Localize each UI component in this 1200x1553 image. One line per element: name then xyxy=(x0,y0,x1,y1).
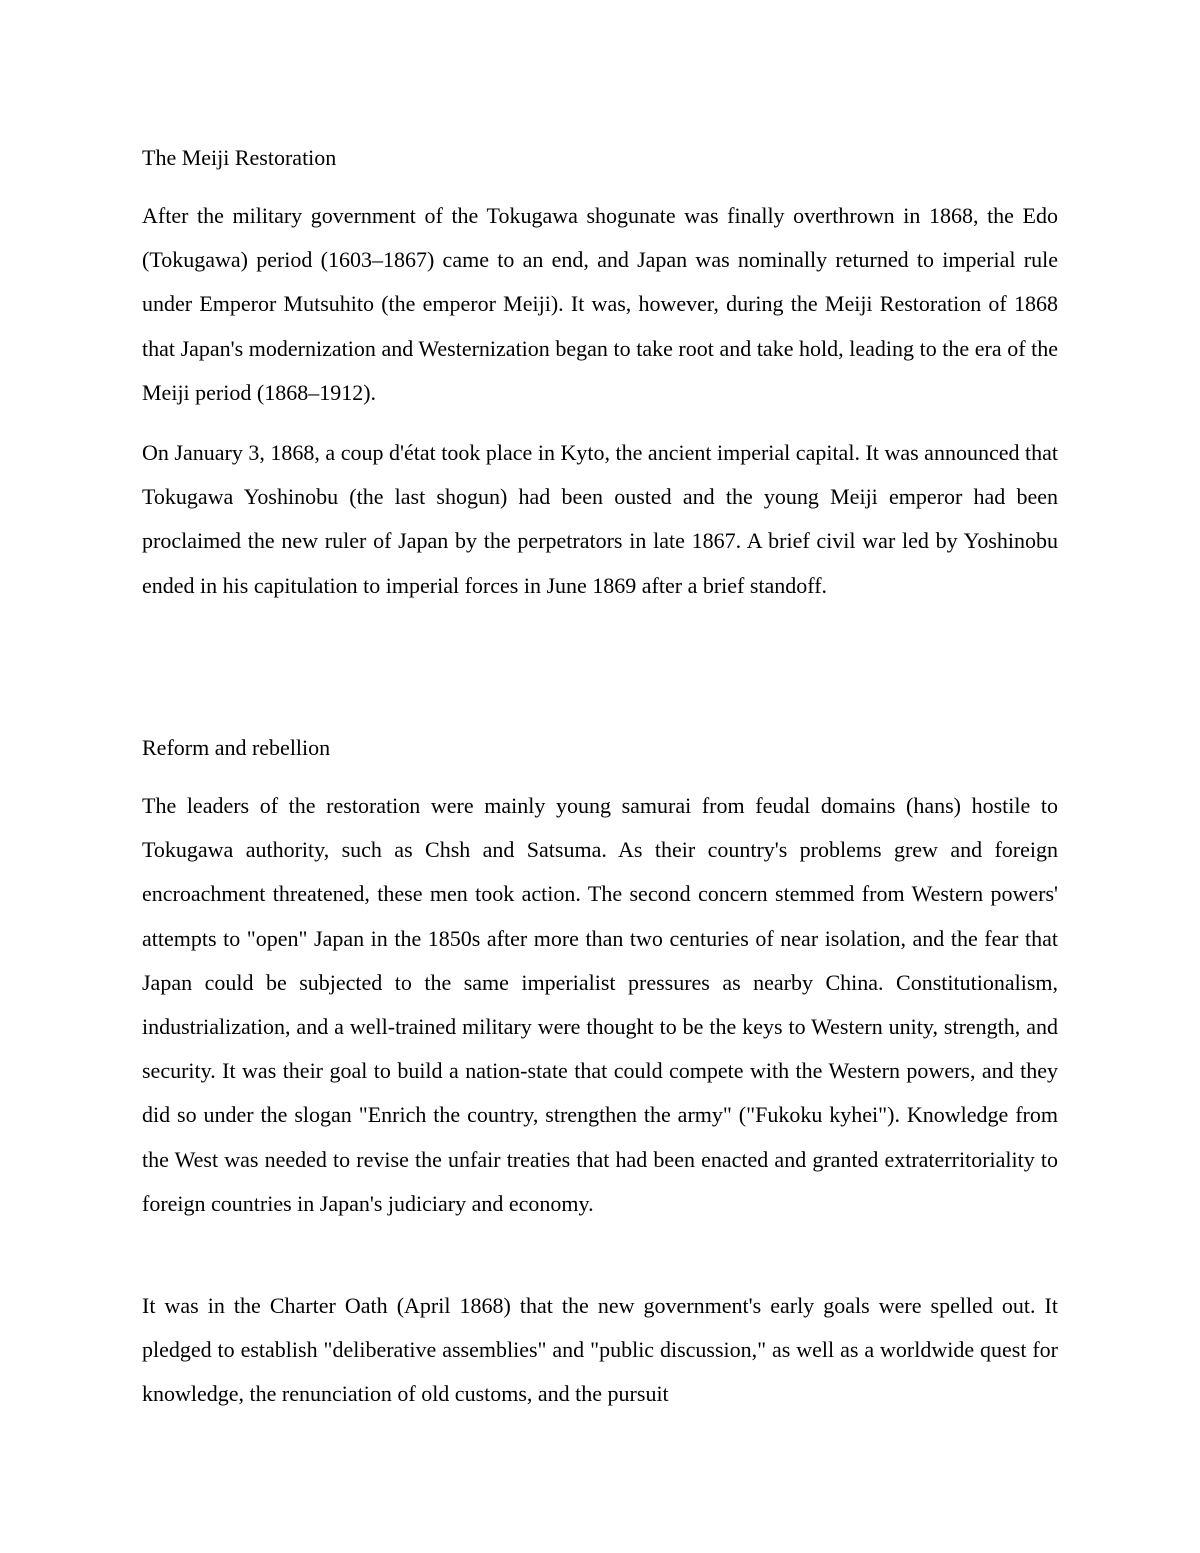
paragraph-coup-detat: On January 3, 1868, a coup d'état took place in Kyto, the ancient imperial capital. It was announced that Tokugawa Yoshinobu (the last shogun) had been ousted and the young Meiji emperor had been proclaimed the new ruler of Japan by the perpetrators in late 1867. A brief civil war led by Yoshinobu ended in his capitulation to imperial forces in June 1869 after a brief standoff. xyxy=(142,440,1058,598)
paragraph-charter-oath: It was in the Charter Oath (April 1868) that the new government's early goals were spelled out. It pledged to establish "deliberative assemblies" and "public discussion," as well as a worldwide quest for knowledge, the renunciation of old customs, and the pursuit xyxy=(142,1293,1058,1407)
section-heading-meiji-restoration: The Meiji Restoration xyxy=(142,145,337,170)
paragraph-meiji-overview: After the military government of the Tokugawa shogunate was finally overthrown in 1868, the Edo (Tokugawa) period (1603–1867) came to an end, and Japan was nominally returned to imperial rule under Emperor Mutsuhito (the emperor Meiji). It was, however, during the Meiji Restoration of 1868 that Japan's modernization and Westernization began to take root and take hold, leading to the era of the Meiji period (1868–1912). xyxy=(142,203,1058,405)
paragraph-restoration-leaders: The leaders of the restoration were mainly young samurai from feudal domains (hans) hostile to Tokugawa authority, such as Chsh and Satsuma. As their country's problems grew and foreign encroachment threatened, these men took action. The second concern stemmed from Western powers' attempts to "open" Japan in the 1850s after more than two centuries of near isolation, and the fear that Japan could be subjected to the same imperialist pressures as nearby China. Constitutionalism, industrialization, and a well-trained military were thought to be the keys to Western unity, strength, and security. It was their goal to build a nation-state that could compete with the Western powers, and they did so under the slogan "Enrich the country, strengthen the army" ("Fukoku kyhei"). Knowledge from the West was needed to revise the unfair treaties that had been enacted and granted extraterritoriality to foreign countries in Japan's judiciary and economy. xyxy=(142,793,1058,1216)
section-heading-reform-rebellion: Reform and rebellion xyxy=(142,735,331,760)
